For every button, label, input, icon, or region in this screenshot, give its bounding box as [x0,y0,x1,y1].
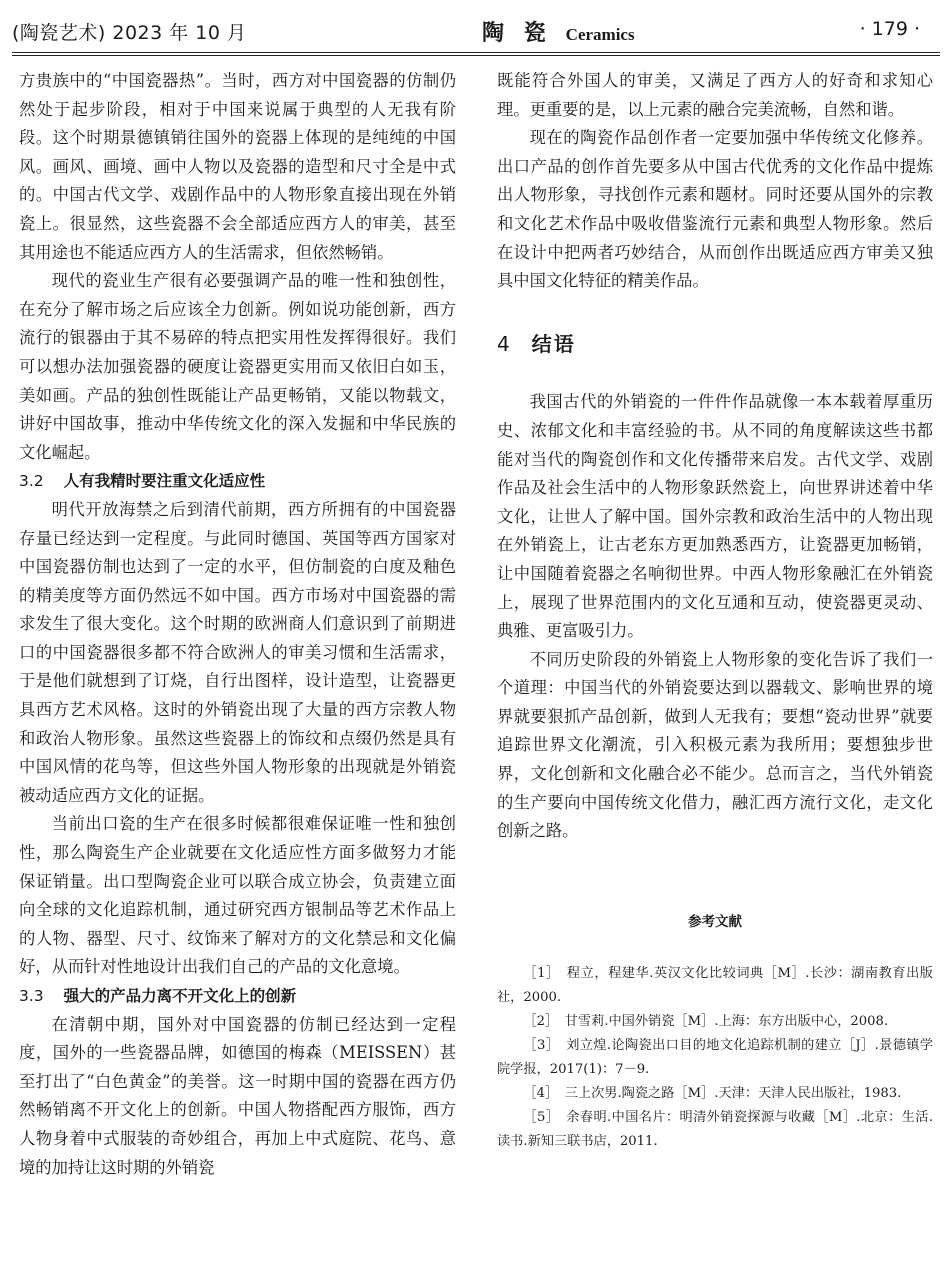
paragraph: 既能符合外国人的审美，又满足了西方人的好奇和求知心理。更重要的是，以上元素的融合完美流畅，自然和谐。 [497,71,933,119]
section-heading-4 [497,330,933,359]
paragraph: 我国古代的外销瓷的一件件作品就像一本本载着厚重历史、浓郁文化和丰富经验的书。从不同的角度解读这些书都能对当代的陶瓷创作和文化传播带来启发。古代文学、戏剧作品及社会生活中的人物形象跃然瓷上，向世界讲述着中华文化，让世人了解中国。国外宗教和政治生活中的人物出现在外销瓷上，让古老东方更加熟悉西方，让瓷器更加畅销，让中国随着瓷器之名响彻世界。中西人物形象融汇在外销瓷上，展现了世界范围内的文化互通和互动，使瓷器更灵动、典雅、更富吸引力。 [497,392,933,641]
paragraph: 当前出口瓷的生产在很多时候都很难保证唯一性和独创性，那么陶瓷生产企业就要在文化适应性方面多做努力才能保证销量。出口型陶瓷企业可以联合成立协会，负责建立面向全球的文化追踪机制，通过研究西方银制品等艺术作品上的人物、器型、尺寸、纹饰来了解对方的文化禁忌和文化偏好，从而针对性地设计出我们自己的产品的文化意境。 [19,814,456,977]
journal-logo: 陶 瓷 [482,20,552,46]
page-number: · 179 · [859,18,920,40]
reference-item: ［4］ 三上次男.陶瓷之路［M］.天津：天津人民出版社，1983. [523,1086,902,1102]
paragraph: 在清朝中期，国外对中国瓷器的仿制已经达到一定程度，国外的一些瓷器品牌，如德国的梅森（MEISSEN）甚至打出了“白色黄金”的美誉。这一时期中国的瓷器在西方仍然畅销离不开文化上的创新。中国人物搭配西方服饰，西方人物身着中式服装的奇妙组合，再加上中式庭院、花鸟、意境的加持让这时期的外销瓷 [19,1014,456,1177]
section-heading-3-3 [19,982,456,1011]
header-rule-bottom [12,55,940,56]
paragraph: 方贵族中的“中国瓷器热”。当时，西方对中国瓷器的仿制仍然处于起步阶段，相对于中国来说属于典型的人无我有阶段。这个时期景德镇销往国外的瓷器上体现的是纯纯的中国风。画风、画境、画中人物以及瓷器的造型和尺寸全是中式的。中国古代文学、戏剧作品中的人物形象直接出现在外销瓷上。很显然，这些瓷器不会全部适应西方人的审美，甚至其用途也不能适应西方人的生活需求，但依然畅销。 [19,71,456,262]
section-title: 强大的产品力离不开文化上的创新 [63,987,297,1005]
section-title: 结语 [531,331,576,356]
references-title: 参考文献 [688,913,742,930]
paragraph: 现在的陶瓷作品创作者一定要加强中华传统文化修养。出口产品的创作首先要多从中国古代优秀的文化作品中提炼出人物形象，寻找创作元素和题材。同时还要从国外的宗教和文化艺术作品中吸收借鉴流行元素和典型人物形象。然后在设计中把两者巧妙结合，从而创作出既适应西方审美又独具中国文化特征的精美作品。 [497,128,933,291]
journal-english-title: Ceramics [565,25,635,44]
section-number: 3.3 [19,987,44,1005]
reference-item: ［2］ 甘雪莉.中国外销瓷［M］.上海：东方出版中心，2008. [523,1014,889,1030]
section-number: 4 [497,331,512,356]
paragraph: 明代开放海禁之后到清代前期，西方所拥有的中国瓷器存量已经达到一定程度。与此同时德国、英国等西方国家对中国瓷器仿制也达到了一定的水平，但仿制瓷的白度及釉色的精美度等方面仍然远不如中国。西方市场对中国瓷器的需求发生了很大变化。这个时期的欧洲商人们意识到了前期进口的中国瓷器很多都不符合欧洲人的审美习惯和生活需求，于是他们就想到了订烧，自行出图样，设计造型，让瓷器更具西方艺术风格。这时的外销瓷出现了大量的西方宗教人物和政治人物形象。虽然这些瓷器上的饰纹和点缀仍然是具有中国风情的花鸟等，但这些外国人物形象的出现就是外销瓷被动适应西方文化的证据。 [19,499,456,805]
references-list [497,962,933,1154]
journal-issue: (陶瓷艺术) 2023 年 10 月 [12,22,247,44]
section-heading-3-2 [19,467,456,496]
paragraph: 现代的瓷业生产很有必要强调产品的唯一性和独创性，在充分了解市场之后应该全力创新。例如说功能创新，西方流行的银器由于其不易碎的特点把实用性发挥得很好。我们可以想办法加强瓷器的硬度让瓷器更实用而又依旧白如玉，美如画。产品的独创性既能让产品更畅销，又能以物载文，讲好中国故事，推动中华传统文化的深入发掘和中华民族的文化崛起。 [19,271,456,462]
paragraph: 不同历史阶段的外销瓷上人物形象的变化告诉了我们一个道理：中国当代的外销瓷要达到以器载文、影响世界的境界就要狠抓产品创新，做到人无我有；要想“瓷动世界”就要追踪世界文化潮流，引入积极元素为我所用；要想独步世界，文化创新和文化融合必不能少。总而言之，当代外销瓷的生产要向中国传统文化借力，融汇西方流行文化，走文化创新之路。 [497,649,933,841]
header-rule-top [12,52,940,53]
section-number: 3.2 [19,472,44,491]
reference-item: ［3］ 刘立煌.论陶瓷出口目的地文化追踪机制的建立［J］.景德镇学院学报，2017(1)：7－9. [497,1038,933,1078]
journal-masthead [482,16,635,47]
reference-item: ［5］ 余春明.中国名片：明清外销瓷探源与收藏［M］.北京：生活.读书.新知三联书店，2011. [497,1110,933,1150]
reference-item: ［1］ 程立，程建华.英汉文化比较词典［M］.长沙：湖南教育出版社，2000. [497,966,933,1006]
page-header [12,8,940,52]
right-column [497,67,933,1154]
left-column [19,67,456,1182]
section-title: 人有我精时要注重文化适应性 [63,472,266,491]
